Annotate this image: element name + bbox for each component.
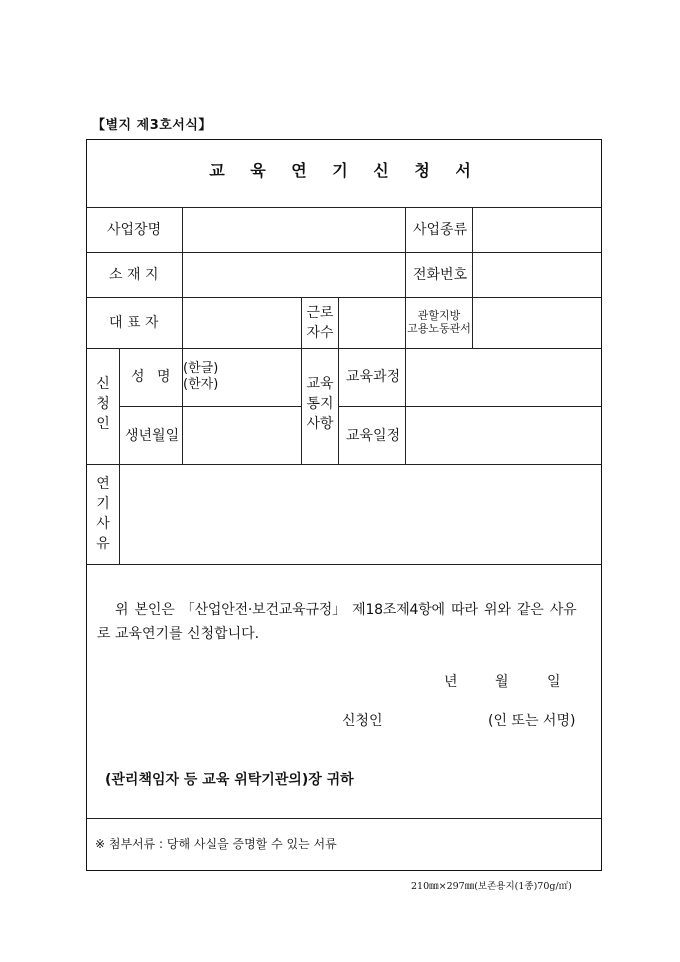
location-label: 소 재 지 [109, 267, 159, 283]
workers-count-label-line: 근로 [306, 305, 334, 321]
divider [87, 252, 601, 253]
workers-count-label [304, 303, 336, 343]
birth-date-label: 생년월일 [125, 428, 180, 444]
applicant-name-label: 성 명 [131, 369, 171, 385]
divider [405, 207, 406, 297]
application-form [86, 139, 602, 871]
course-label: 교육과정 [346, 369, 401, 385]
notice-group-line: 사항 [306, 416, 334, 432]
applicant-group-char: 신 [96, 376, 110, 392]
schedule-label: 교육일정 [346, 428, 401, 444]
divider [119, 406, 301, 407]
reason-label-char: 유 [96, 536, 110, 552]
phone-label: 전화번호 [413, 267, 468, 283]
reason-label-char: 사 [96, 516, 110, 532]
applicant-group-char: 인 [96, 416, 110, 432]
divider [405, 348, 406, 464]
divider [87, 207, 601, 208]
divider [87, 818, 601, 819]
date-year: 년 [444, 674, 458, 690]
business-name-label: 사업장명 [107, 222, 162, 238]
addressee: (관리책임자 등 교육 위탁기관의)장 귀하 [105, 772, 354, 788]
divider [338, 348, 339, 464]
divider [87, 297, 601, 298]
name-hanja-hint: (한자) [183, 377, 219, 392]
reason-label-char: 연 [96, 476, 110, 492]
notice-group-line: 교육 [306, 376, 334, 392]
labor-office-label-line: 관할지방 [417, 309, 461, 322]
paper-spec: 210㎜×297㎜(보존용지(1종)70g/㎡) [411, 881, 572, 892]
divider [338, 297, 339, 348]
divider [87, 564, 601, 565]
notice-group-label [302, 374, 338, 434]
workers-count-label-line: 자수 [306, 325, 334, 341]
divider [119, 348, 120, 564]
labor-office-label-line: 고용노동관서 [407, 322, 471, 335]
reason-label-char: 기 [96, 496, 110, 512]
business-type-label: 사업종류 [413, 222, 468, 238]
deferral-reason-label [87, 474, 119, 554]
applicant-group-label [87, 374, 119, 434]
statement-line-2: 로 교육연기를 신청합니다. [97, 626, 260, 642]
divider [87, 464, 601, 465]
applicant-group-char: 청 [96, 396, 110, 412]
date-month: 월 [495, 674, 509, 690]
seal-or-signature-hint: (인 또는 서명) [488, 713, 576, 729]
representative-label: 대 표 자 [109, 315, 159, 331]
divider [182, 207, 183, 348]
notice-group-line: 통지 [306, 396, 334, 412]
divider [472, 207, 473, 348]
name-korean-hint: (한글) [183, 361, 219, 376]
labor-office-label [406, 309, 472, 335]
date-day: 일 [547, 674, 561, 690]
applicant-signature-label: 신청인 [342, 713, 383, 729]
divider [338, 406, 601, 407]
attachment-note: ※ 첨부서류 : 당해 사실을 증명할 수 있는 서류 [95, 837, 337, 851]
form-number-label: 【별지 제3호서식】 [92, 118, 212, 133]
form-title: 교 육 연 기 신 청 서 [209, 161, 481, 180]
divider [87, 348, 601, 349]
statement-line-1: 위 본인은 「산업안전·보건교육규정」 제18조제4항에 따라 위와 같은 사유 [115, 602, 577, 618]
